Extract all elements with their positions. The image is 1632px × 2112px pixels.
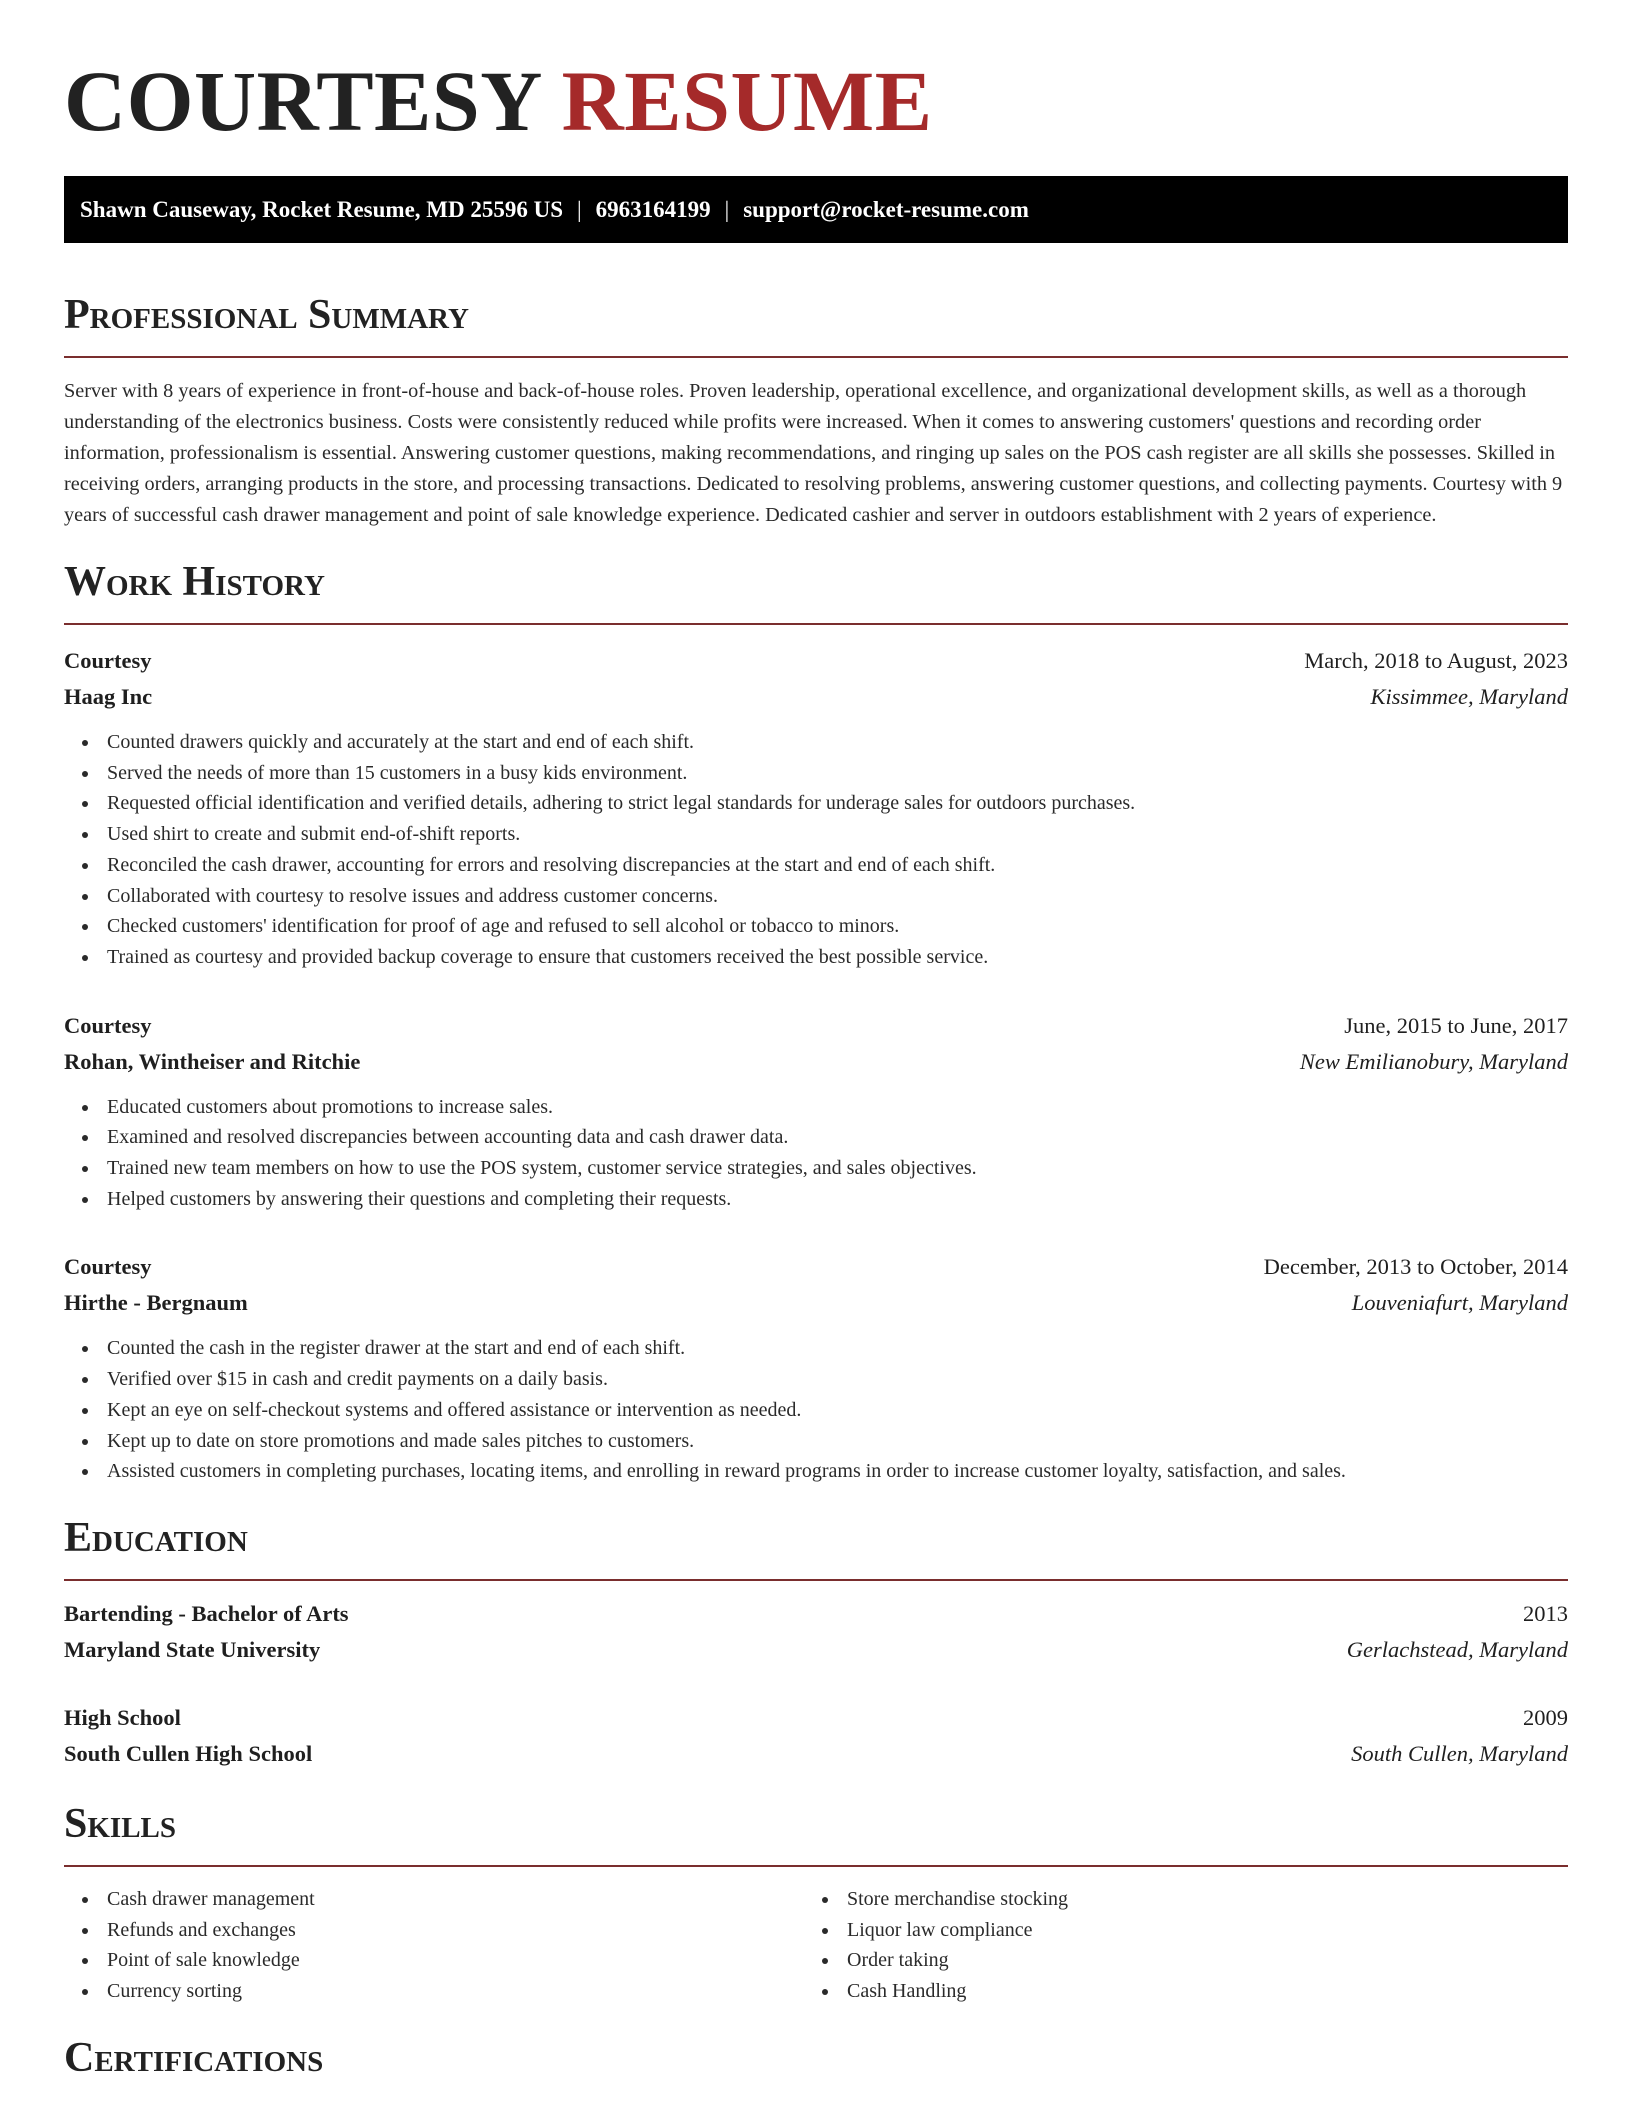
job-duty: Examined and resolved discrepancies between accounting data and cash drawer data. <box>64 1122 1568 1153</box>
summary-text: Server with 8 years of experience in front-of-house and back-of-house roles. Proven leadership, operational excellence, and organizational development skills, as well as a thorough understanding of the electronics business. Costs were consistently reduced while profits were increased. When it comes to answering customers' questions and recording order information, professionalism is essential. Answering customer questions, making recommendations, and ringing up sales on the POS cash register are all skills she possesses. Skilled in receiving orders, arranging products in the store, and processing transactions. Dedicated to resolving problems, answering customer questions, and collecting payments. Courtesy with 9 years of successful cash drawer management and point of sale knowledge experience. Dedicated cashier and server in outdoors establishment with 2 years of experience. <box>64 380 1563 526</box>
education-year: 2009 <box>1523 1704 1568 1730</box>
skill-item: Refunds and exchanges <box>64 1915 804 1946</box>
job-duty: Counted the cash in the register drawer at the start and end of each shift. <box>64 1333 1568 1364</box>
job-duty: Checked customers' identification for proof of age and refused to sell alcohol or tobacco to minors. <box>64 911 1568 942</box>
skill-item: Liquor law compliance <box>804 1915 1544 1946</box>
job-entry <box>64 1008 1568 1215</box>
job-location: Louveniafurt, Maryland <box>1351 1290 1568 1316</box>
education-school: Maryland State University <box>64 1636 321 1662</box>
job-dates: December, 2013 to October, 2014 <box>1263 1254 1568 1280</box>
job-role: Courtesy <box>64 648 152 673</box>
job-duty: Verified over $15 in cash and credit payments on a daily basis. <box>64 1364 1568 1395</box>
job-duty: Collaborated with courtesy to resolve issues and address customer concerns. <box>64 881 1568 912</box>
job-subheader <box>64 679 1568 715</box>
certifications-title: Certifications <box>64 2034 324 2081</box>
job-duty: Educated customers about promotions to increase sales. <box>64 1092 1568 1123</box>
job-duties-list <box>64 1333 1568 1487</box>
education-section <box>64 1513 1568 1772</box>
skills-section <box>64 1799 1568 2007</box>
certifications-section <box>64 2033 1568 2083</box>
skills-list-right <box>804 1884 1544 2007</box>
job-company: Haag Inc <box>64 684 153 709</box>
resume-name-heading <box>64 0 1568 148</box>
contact-email: support@rocket-resume.com <box>743 197 1029 222</box>
name-last: RESUME <box>561 53 933 149</box>
job-role: Courtesy <box>64 1254 152 1280</box>
skill-item: Store merchandise stocking <box>804 1884 1544 1915</box>
contact-separator: | <box>577 197 582 222</box>
section-divider <box>64 1579 1568 1581</box>
job-location: New Emilianobury, Maryland <box>1299 1048 1568 1074</box>
job-duty: Requested official identification and verified details, adhering to strict legal standards for underage sales for outdoors purchases. <box>64 788 1568 819</box>
name-first: COURTESY <box>64 53 540 149</box>
job-duties-list <box>64 727 1568 973</box>
summary-title: Professional Summary <box>64 292 469 338</box>
job-duty: Kept up to date on store promotions and made sales pitches to customers. <box>64 1426 1568 1457</box>
job-duty: Trained new team members on how to use the POS system, customer service strategies, and sales objectives. <box>64 1153 1568 1184</box>
resume-page <box>64 0 1568 2083</box>
skill-item: Order taking <box>804 1945 1544 1976</box>
contact-address: Shawn Causeway, Rocket Resume, MD 25596 US <box>80 197 564 222</box>
skills-title: Skills <box>64 1800 177 1847</box>
job-duty: Reconciled the cash drawer, accounting for errors and resolving discrepancies at the start and end of each shift. <box>64 850 1568 881</box>
education-title: Education <box>64 1514 248 1561</box>
job-company: Rohan, Wintheiser and Ritchie <box>64 1048 361 1074</box>
education-header <box>64 1700 1568 1736</box>
education-school: South Cullen High School <box>64 1740 313 1766</box>
skill-item: Point of sale knowledge <box>64 1945 804 1976</box>
job-header <box>64 643 1568 679</box>
education-entry <box>64 1596 1568 1668</box>
job-duty: Served the needs of more than 15 customers in a busy kids environment. <box>64 758 1568 789</box>
job-role: Courtesy <box>64 1012 152 1038</box>
job-duties-list <box>64 1092 1568 1215</box>
job-duty: Counted drawers quickly and accurately at the start and end of each shift. <box>64 727 1568 758</box>
job-duty: Used shirt to create and submit end-of-shift reports. <box>64 819 1568 850</box>
skill-item: Cash drawer management <box>64 1884 804 1915</box>
job-location: Kissimmee, Maryland <box>1370 684 1568 709</box>
contact-bar <box>64 176 1568 243</box>
education-location: Gerlachstead, Maryland <box>1346 1636 1568 1662</box>
education-location: South Cullen, Maryland <box>1351 1740 1568 1766</box>
work-history-title: Work History <box>64 559 325 605</box>
job-header <box>64 1008 1568 1044</box>
education-header <box>64 1596 1568 1632</box>
job-company: Hirthe - Bergnaum <box>64 1290 248 1316</box>
section-divider <box>64 356 1568 358</box>
section-divider <box>64 1865 1568 1867</box>
education-degree: High School <box>64 1704 181 1730</box>
education-subheader <box>64 1736 1568 1772</box>
job-subheader <box>64 1285 1568 1321</box>
job-subheader <box>64 1044 1568 1080</box>
education-subheader <box>64 1632 1568 1668</box>
education-degree: Bartending - Bachelor of Arts <box>64 1600 349 1626</box>
job-duty: Trained as courtesy and provided backup coverage to ensure that customers received the best possible service. <box>64 942 1568 973</box>
skills-columns <box>64 1884 1568 2007</box>
job-dates: March, 2018 to August, 2023 <box>1304 648 1568 673</box>
skills-list-left <box>64 1884 804 2007</box>
contact-phone: 6963164199 <box>595 197 711 222</box>
job-duty: Helped customers by answering their questions and completing their requests. <box>64 1184 1568 1215</box>
skill-item: Cash Handling <box>804 1976 1544 2007</box>
job-dates: June, 2015 to June, 2017 <box>1344 1012 1568 1038</box>
job-entry <box>64 643 1568 973</box>
skill-item: Currency sorting <box>64 1976 804 2007</box>
job-duty: Kept an eye on self-checkout systems and offered assistance or intervention as needed. <box>64 1395 1568 1426</box>
section-divider <box>64 623 1568 625</box>
education-year: 2013 <box>1523 1600 1568 1626</box>
summary-section <box>64 290 1568 531</box>
education-entry <box>64 1700 1568 1772</box>
contact-separator: | <box>724 197 730 222</box>
job-entry <box>64 1249 1568 1487</box>
work-history-section <box>64 557 1568 1487</box>
job-header <box>64 1249 1568 1285</box>
job-duty: Assisted customers in completing purchases, locating items, and enrolling in reward programs in order to increase customer loyalty, satisfaction, and sales. <box>64 1456 1568 1487</box>
